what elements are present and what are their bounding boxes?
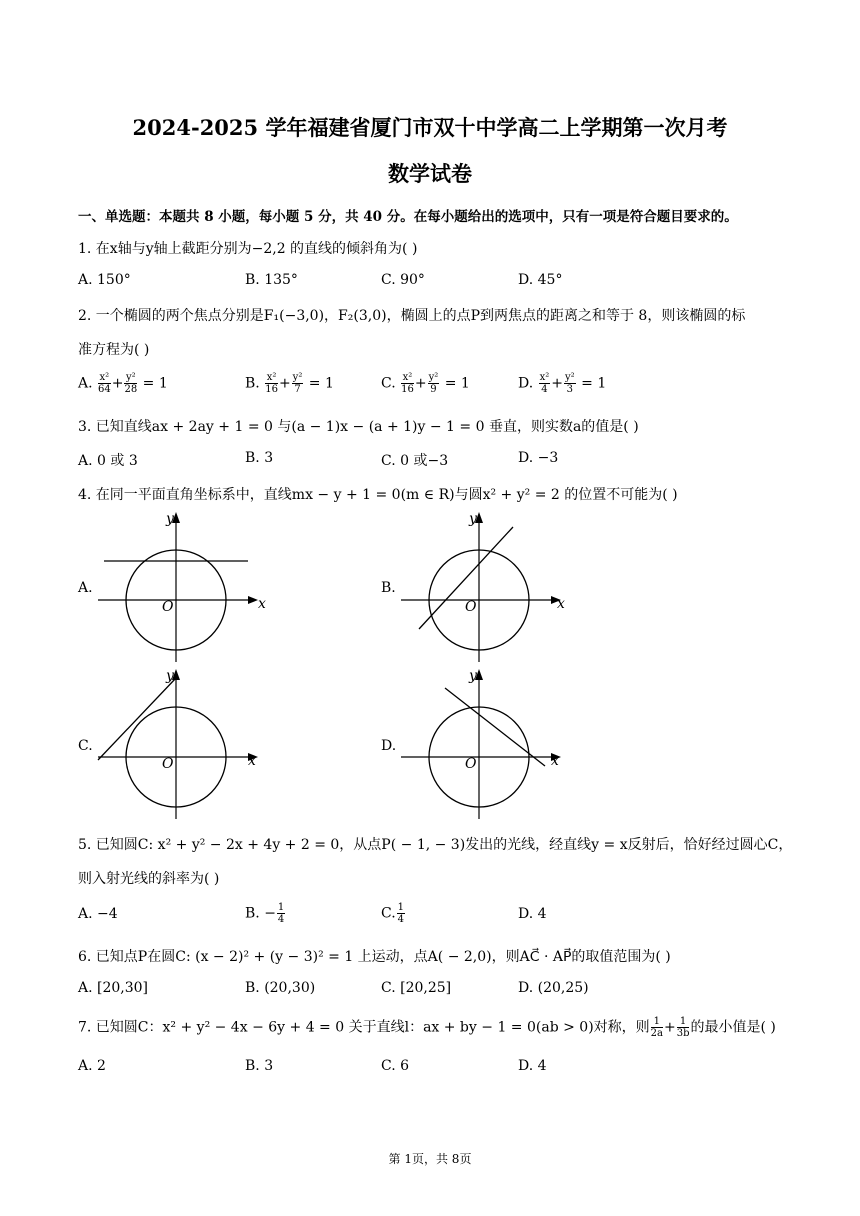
q4-figure-c-label: C.: [78, 738, 93, 754]
svg-text:x: x: [248, 753, 256, 769]
svg-text:y: y: [166, 668, 174, 684]
q7-option-a: A. 2: [78, 1058, 106, 1074]
svg-text:O: O: [465, 756, 477, 772]
question-2-stem-line2: 准方程为( ): [78, 342, 150, 358]
page-title: 2024-2025 学年福建省厦门市双十中学高二上学期第一次月考: [132, 115, 728, 140]
q6-option-d: D. (20,25): [518, 980, 589, 996]
page-footer: 第 1页，共 8页: [388, 1152, 472, 1166]
q4-figure-b-label: B.: [381, 580, 396, 596]
q6-option-c: C. [20,25]: [381, 980, 452, 996]
q7-option-b: B. 3: [245, 1058, 274, 1074]
question-6-stem: 6. 已知点P在圆C: (x − 2)² + (y − 3)² = 1 上运动，点A( − 2,0)，则AC⃗ · AP⃗的取值范围为( ): [78, 949, 671, 965]
q1-option-b: B. 135°: [245, 272, 298, 288]
question-7-stem: 7. 已知圆C：x² + y² − 4x − 6y + 4 = 0 关于直线l：ax + by − 1 = 0(ab > 0)对称，则 $\frac{1}{2a}$ + $\frac{1}{3b}$ 的最小值是( ): [78, 1016, 776, 1039]
q2-option-d: D. $\frac{\text{x²}}{4}$ + $\frac{\text{y²}}{3}$ = 1: [518, 372, 607, 395]
page-subtitle: 数学试卷: [388, 161, 472, 186]
svg-text:y: y: [469, 511, 477, 527]
q4-figure-b: [395, 505, 575, 665]
svg-text:O: O: [465, 599, 477, 615]
question-5-stem-line2: 则入射光线的斜率为( ): [78, 871, 220, 887]
q3-option-b: B. 3: [245, 450, 274, 466]
question-2-stem-line1: 2. 一个椭圆的两个焦点分别是F₁(−3,0)，F₂(3,0)，椭圆上的点P到两焦点的距离之和等于 8，则该椭圆的标: [78, 308, 746, 324]
svg-text:O: O: [162, 756, 174, 772]
svg-text:x: x: [551, 753, 559, 769]
q1-option-d: D. 45°: [518, 272, 563, 288]
question-4-stem: 4. 在同一平面直角坐标系中，直线mx − y + 1 = 0(m ∈ R)与圆x² + y² = 2 的位置不可能为( ): [78, 487, 678, 503]
q1-option-a: A. 150°: [78, 272, 131, 288]
q7-option-c: C. 6: [381, 1058, 410, 1074]
svg-text:O: O: [162, 599, 174, 615]
q3-option-c: C. 0 或−3: [381, 453, 449, 469]
q4-figure-c: [92, 662, 272, 822]
q6-option-a: A. [20,30]: [78, 980, 149, 996]
svg-text:y: y: [469, 668, 477, 684]
section-heading: 一、单选题：本题共 8 小题，每小题 5 分，共 40 分。在每小题给出的选项中，只有一项是符合题目要求的。: [78, 209, 738, 225]
question-1-stem: 1. 在x轴与y轴上截距分别为−2,2 的直线的倾斜角为( ): [78, 241, 418, 257]
q5-option-b: B. − $\frac{1}{4}$: [245, 902, 285, 925]
q7-option-d: D. 4: [518, 1058, 547, 1074]
q3-option-d: D. −3: [518, 450, 559, 466]
svg-text:y: y: [166, 511, 174, 527]
question-5-stem-line1: 5. 已知圆C: x² + y² − 2x + 4y + 2 = 0，从点P( − 1, − 3)发出的光线，经直线y = x反射后，恰好经过圆心C，: [78, 837, 793, 853]
q5-option-d: D. 4: [518, 906, 547, 922]
q1-option-c: C. 90°: [381, 272, 425, 288]
q2-option-a: A. $\frac{\text{x²}}{64}$ + $\frac{\text{y²}}{28}$ = 1: [78, 372, 168, 395]
q5-option-c: C. $\frac{1}{4}$: [381, 902, 405, 925]
svg-text:x: x: [258, 596, 266, 612]
svg-text:x: x: [557, 596, 565, 612]
q4-figure-d: [395, 662, 575, 822]
q4-figure-d-label: D.: [381, 738, 397, 754]
q4-figure-a: [92, 505, 272, 665]
question-3-stem: 3. 已知直线ax + 2ay + 1 = 0 与(a − 1)x − (a + 1)y − 1 = 0 垂直，则实数a的值是( ): [78, 419, 639, 435]
q4-figure-a-label: A.: [78, 580, 93, 596]
q6-option-b: B. (20,30): [245, 980, 316, 996]
q5-option-a: A. −4: [78, 906, 118, 922]
q2-option-b: B. $\frac{\text{x²}}{16}$ + $\frac{\text{y²}}{7}$ = 1: [245, 372, 334, 395]
q3-option-a: A. 0 或 3: [78, 453, 138, 469]
q2-option-c: C. $\frac{\text{x²}}{16}$ + $\frac{\text{y²}}{9}$ = 1: [381, 372, 470, 395]
